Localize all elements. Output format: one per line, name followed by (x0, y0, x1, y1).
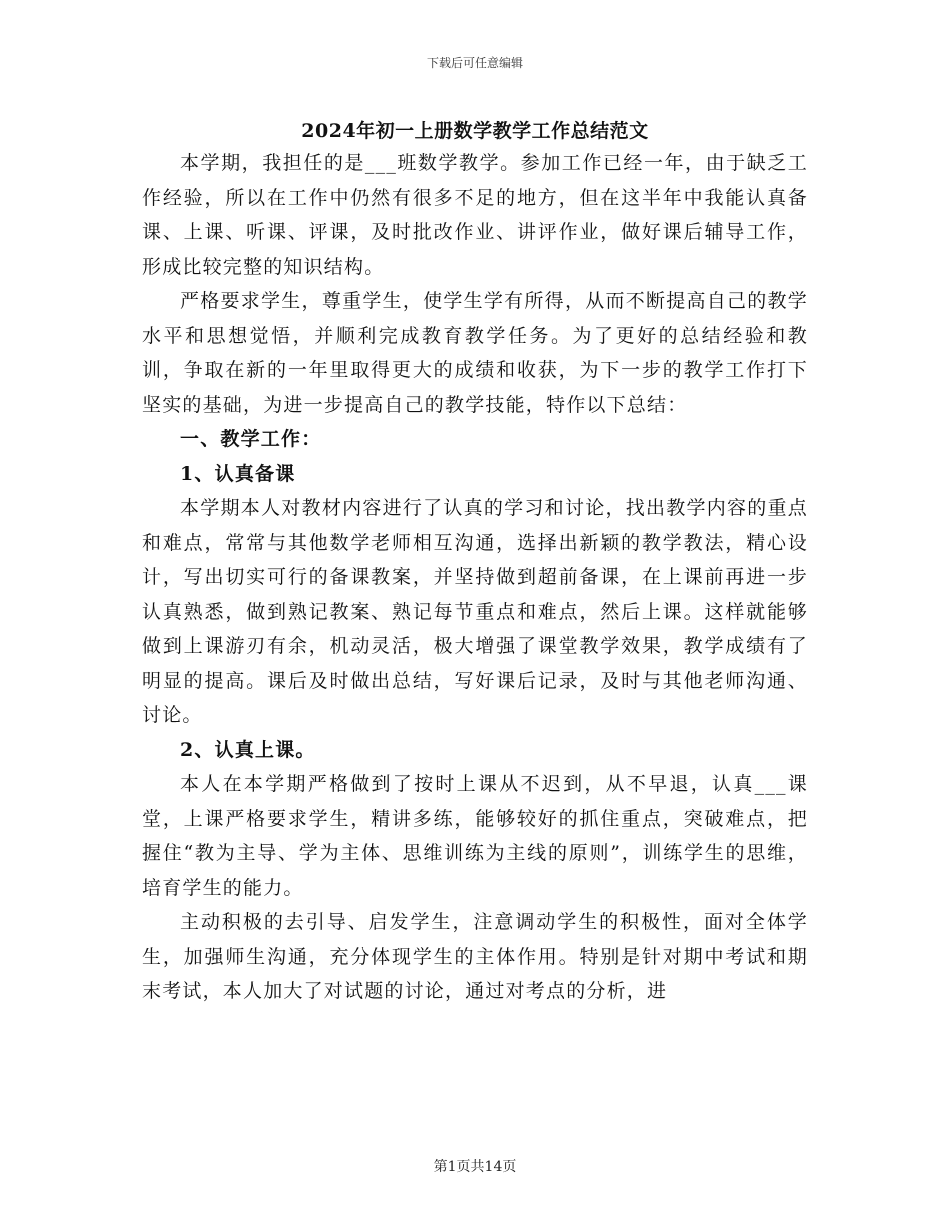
teaching-class-paragraph: 本人在本学期严格做到了按时上课从不迟到，从不早退，认真___课堂，上课严格要求学生，精讲多练，能够较好的抓住重点，突破难点，把握住“教为主导、学为主体、思维训练为主线的原则”，训练学生的思维，培育学生的能力。 (142, 773, 808, 899)
student-engagement-paragraph: 主动积极的去引导、启发学生，注意调动学生的积极性，面对全体学生，加强师生沟通，充分体现学生的主体作用。特别是针对期中考试和期末考试，本人加大了对试题的讨论，通过对考点的分析，进 (142, 911, 808, 1002)
document-body (142, 146, 808, 1009)
section-heading-teaching-work: 一、教学工作： (180, 428, 322, 450)
document-title: 2024年初一上册数学教学工作总结范文 (301, 120, 649, 142)
download-note: 下载后可任意编辑 (426, 56, 523, 70)
lesson-preparation-paragraph: 本学期本人对教材内容进行了认真的学习和讨论，找出教学内容的重点和难点，常常与其他数学老师相互沟通，选择出新颖的教学教法，精心设计，写出切实可行的备课教案，并坚持做到超前备课，在上课前再进一步认真熟悉，做到熟记教案、熟记每节重点和难点，然后上课。这样就能够做到上课游刃有余，机动灵活，极大增强了课堂教学效果，教学成绩有了明显的提高。课后及时做出总结，写好课后记录，及时与其他老师沟通、讨论。 (142, 497, 808, 726)
subheading-lesson-preparation: 1、认真备课 (180, 462, 296, 485)
subheading-teaching-class: 2、认真上课。 (180, 738, 316, 761)
intro-paragraph: 本学期，我担任的是___班数学教学。参加工作已经一年，由于缺乏工作经验，所以在工作中仍然有很多不足的地方，但在这半年中我能认真备课、上课、听课、评课，及时批改作业、讲评作业，做好课后辅导工作，形成比较完整的知识结构。 (142, 152, 808, 278)
page-number: 第1页共14页 (433, 1159, 517, 1175)
purpose-paragraph: 严格要求学生，尊重学生，使学生学有所得，从而不断提高自己的教学水平和思想觉悟，并顺利完成教育教学任务。为了更好的总结经验和教训，争取在新的一年里取得更大的成绩和收获，为下一步的教学工作打下坚实的基础，为进一步提高自己的教学技能，特作以下总结： (142, 290, 808, 416)
